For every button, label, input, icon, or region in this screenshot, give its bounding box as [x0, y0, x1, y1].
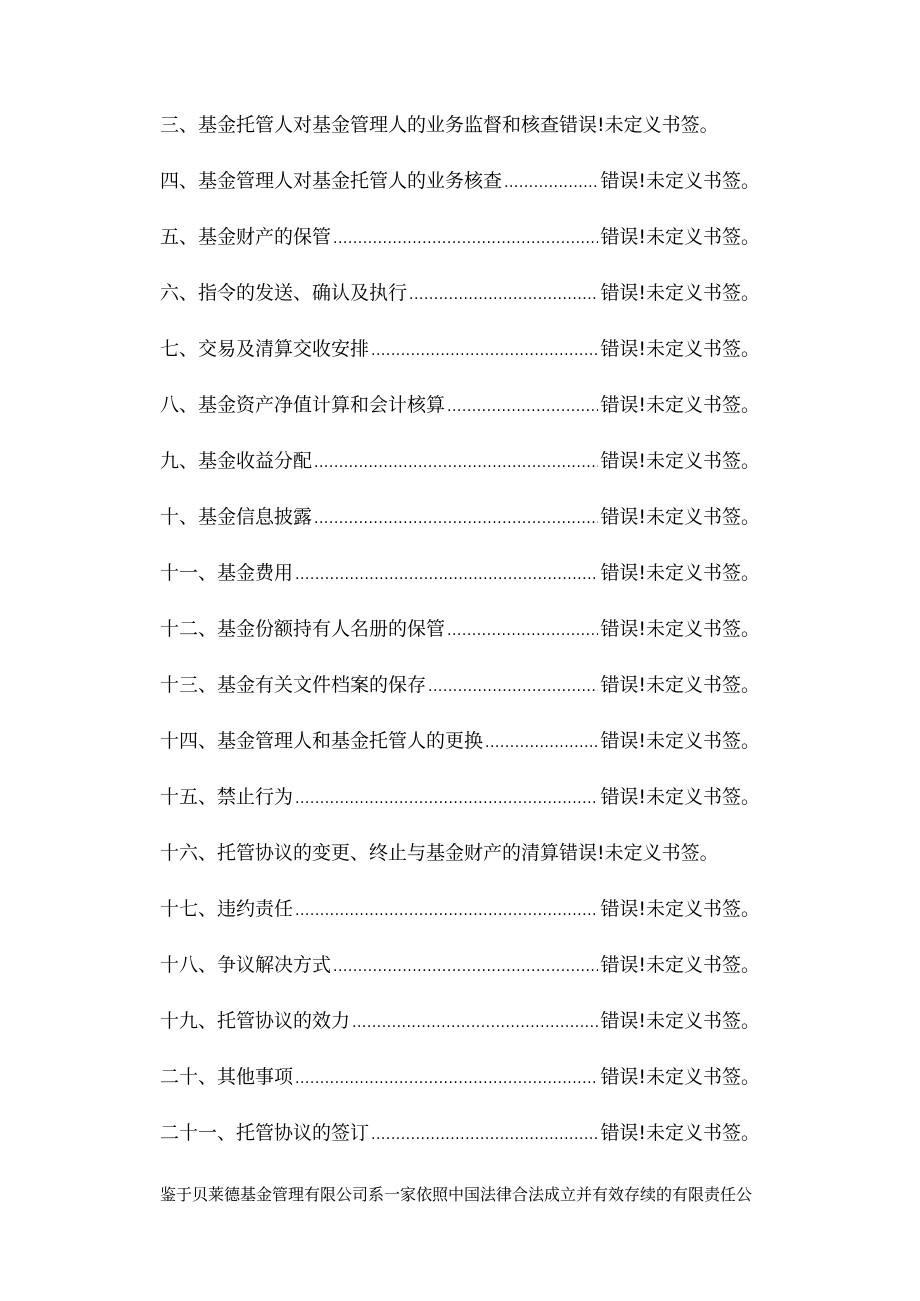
toc-page-reference: 错误!未定义书签。 — [600, 898, 760, 920]
toc-entry-title: 十六、托管协议的变更、终止与基金财产的清算 — [160, 842, 560, 864]
toc-entry-title: 十四、基金管理人和基金托管人的更换 — [160, 730, 484, 752]
toc-entry-title: 十、基金信息披露 — [160, 506, 313, 528]
toc-dot-leader — [295, 896, 598, 926]
toc-entry-title: 六、指令的发送、确认及执行 — [160, 282, 408, 304]
toc-entry-title: 二十、其他事项 — [160, 1066, 294, 1088]
toc-page-reference: 错误!未定义书签。 — [600, 786, 760, 808]
toc-entry[interactable] — [160, 222, 760, 278]
toc-entry-title: 十三、基金有关文件档案的保存 — [160, 674, 427, 696]
toc-entry-title: 三、基金托管人对基金管理人的业务监督和核查 — [160, 114, 560, 136]
toc-entry[interactable] — [160, 1062, 760, 1118]
toc-dot-leader — [504, 168, 598, 198]
toc-dot-leader — [314, 504, 598, 534]
toc-entry[interactable] — [160, 558, 760, 614]
toc-dot-leader — [485, 728, 598, 758]
toc-dot-leader — [428, 672, 598, 702]
toc-page-reference: 错误!未定义书签。 — [600, 674, 760, 696]
toc-page-reference: 错误!未定义书签。 — [600, 730, 760, 752]
toc-page-reference: 错误!未定义书签。 — [600, 1010, 760, 1032]
toc-entry-title: 九、基金收益分配 — [160, 450, 313, 472]
toc-dot-leader — [295, 1064, 598, 1094]
toc-entry-title: 二十一、托管协议的签订 — [160, 1122, 370, 1144]
toc-entry[interactable] — [160, 110, 760, 166]
toc-dot-leader — [333, 952, 598, 982]
toc-entry[interactable] — [160, 1118, 760, 1174]
toc-page-reference: 错误!未定义书签。 — [600, 618, 760, 640]
toc-entry[interactable] — [160, 782, 760, 838]
toc-dot-leader — [371, 1120, 598, 1150]
toc-entry[interactable] — [160, 166, 760, 222]
toc-entry[interactable] — [160, 726, 760, 782]
toc-dot-leader — [333, 224, 598, 254]
toc-page-reference: 错误!未定义书签。 — [600, 450, 760, 472]
toc-entry[interactable] — [160, 446, 760, 502]
body-paragraph: 鉴于贝莱德基金管理有限公司系一家依照中国法律合法成立并有效存续的有限责任公 — [160, 1185, 753, 1204]
toc-dot-leader — [371, 336, 598, 366]
toc-page-reference: 错误!未定义书签。 — [600, 1066, 760, 1088]
toc-dot-leader — [352, 1008, 598, 1038]
toc-entry[interactable] — [160, 950, 760, 1006]
toc-entry[interactable] — [160, 894, 760, 950]
toc-page-reference: 错误!未定义书签。 — [600, 226, 760, 248]
toc-entry[interactable] — [160, 334, 760, 390]
toc-entry[interactable] — [160, 1006, 760, 1062]
toc-entry-title: 十二、基金份额持有人名册的保管 — [160, 618, 446, 640]
toc-entry[interactable] — [160, 614, 760, 670]
toc-page-reference: 错误!未定义书签。 — [600, 338, 760, 360]
toc-entry-title: 四、基金管理人对基金托管人的业务核查 — [160, 170, 503, 192]
toc-entry-title: 五、基金财产的保管 — [160, 226, 332, 248]
toc-entry-title: 七、交易及清算交收安排 — [160, 338, 370, 360]
toc-entry[interactable] — [160, 390, 760, 446]
toc-entry[interactable] — [160, 502, 760, 558]
toc-entry[interactable] — [160, 278, 760, 334]
toc-page-reference: 错误!未定义书签。 — [600, 394, 760, 416]
toc-page-reference: 错误!未定义书签。 — [600, 506, 760, 528]
toc-entry-title: 十八、争议解决方式 — [160, 954, 332, 976]
toc-dot-leader — [314, 448, 598, 478]
toc-entry[interactable] — [160, 838, 760, 894]
toc-page-reference: 错误!未定义书签。 — [559, 114, 719, 136]
toc-entry-title: 十九、托管协议的效力 — [160, 1010, 351, 1032]
toc-dot-leader — [447, 392, 598, 422]
toc-dot-leader — [409, 280, 598, 310]
toc-page-reference: 错误!未定义书签。 — [600, 282, 760, 304]
toc-entry-title: 十一、基金费用 — [160, 562, 294, 584]
toc-entry-title: 十七、违约责任 — [160, 898, 294, 920]
toc-entry-title: 八、基金资产净值计算和会计核算 — [160, 394, 446, 416]
table-of-contents — [160, 110, 760, 1174]
toc-page-reference: 错误!未定义书签。 — [600, 1122, 760, 1144]
toc-dot-leader — [295, 560, 598, 590]
toc-page-reference: 错误!未定义书签。 — [600, 170, 760, 192]
toc-page-reference: 错误!未定义书签。 — [600, 954, 760, 976]
toc-dot-leader — [295, 784, 598, 814]
toc-entry-title: 十五、禁止行为 — [160, 786, 294, 808]
toc-page-reference: 错误!未定义书签。 — [559, 842, 719, 864]
toc-dot-leader — [447, 616, 598, 646]
toc-entry[interactable] — [160, 670, 760, 726]
toc-page-reference: 错误!未定义书签。 — [600, 562, 760, 584]
